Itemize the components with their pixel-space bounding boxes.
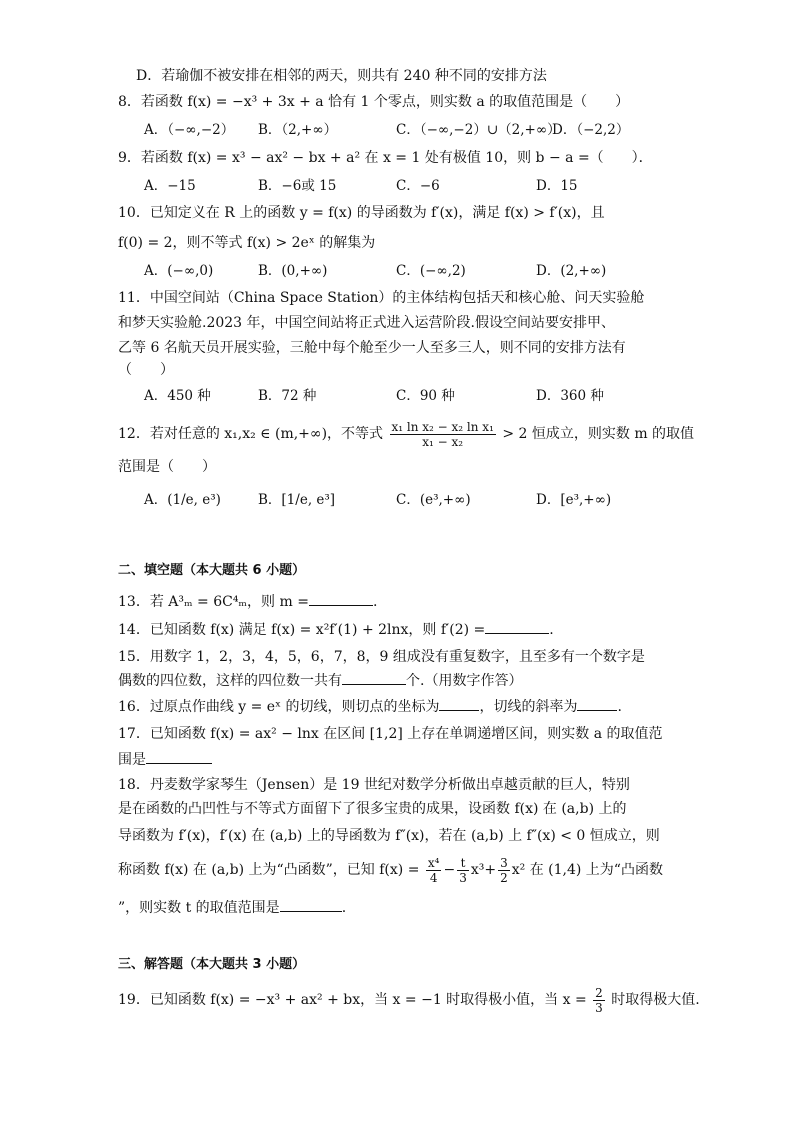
q9-option-b: B．−6或 15	[258, 178, 337, 194]
q18-frac-x4-over-4: $\frac{\text{x⁴}}{4}$	[427, 855, 440, 885]
q18-line5-text: ”，则实数 t 的取值范围是	[118, 900, 280, 916]
q18-frac-3-over-2: $\frac{3}{2}$	[500, 855, 508, 885]
q18-line3: 导函数为 f′(x)，f′(x) 在 (a,b) 上的导函数为 f″(x)，若在 (a,b) 上 f″(x) < 0 恒成立，则	[118, 828, 660, 844]
q11-option-b: B．72 种	[258, 388, 317, 404]
q13-stem: 13．若 A³ₘ = 6C⁴ₘ，则 m =	[118, 594, 309, 610]
q17-line2	[118, 749, 212, 770]
q16: 16．过原点作曲线 y = eˣ 的切线，则切点的坐标为 ，切线的斜率为 .	[118, 696, 622, 717]
q15-line2-part2: 个.（用数字作答）	[406, 673, 523, 689]
q19-fraction-denominator: 3	[595, 1000, 603, 1015]
q18-frac-t-over-3: $\frac{t}{3}$	[459, 855, 467, 885]
q18-line5: ”，则实数 t 的取值范围是 .	[118, 897, 346, 918]
q18-line4: 称函数 f(x) 在 (a,b) 上为“凸函数”，已知 f(x) = $\frac{\text{x⁴}}{4}$ − $\frac{t}{3}$ x³+ $\frac{3}{2}$ x² 在 (1,4) 上为“凸函数	[118, 855, 663, 885]
q7-option-d: D．若瑜伽不被安排在相邻的两天，则共有 240 种不同的安排方法	[136, 68, 547, 84]
q11-stem-line3: 乙等 6 名航天员开展实验，三舱中每个舱至少一人至多三人，则不同的安排方法有	[118, 340, 626, 356]
q12-stem-part1: 12．若对任意的 x₁,x₂ ∈ (m,+∞)，不等式	[118, 426, 384, 442]
section-answer-heading: 三、解答题（本大题共 3 小题）	[118, 957, 306, 972]
section-fill-in-heading: 二、填空题（本大题共 6 小题）	[118, 563, 306, 578]
q8-option-a: A．（−∞,−2）	[144, 122, 235, 138]
q14-answer-blank	[485, 619, 549, 634]
q15-line2	[118, 670, 522, 691]
q17-line1: 17．已知函数 f(x) = ax² − lnx 在区间 [1,2] 上存在单调递增区间，则实数 a 的取值范	[118, 726, 663, 742]
q18-answer-blank	[280, 897, 342, 912]
q18-line4-part1: 称函数 f(x) 在 (a,b) 上为“凸函数”，已知 f(x) =	[118, 862, 420, 878]
q9-stem: 9．若函数 f(x) = x³ − ax² − bx + a² 在 x = 1 处有极值 10，则 b − a =（ ）．	[118, 150, 653, 166]
q10-option-b: B．(0,+∞)	[258, 263, 328, 279]
q12-fraction-numerator: x₁ ln x₂ − x₂ ln x₁	[391, 419, 494, 434]
q10-stem-line2: f(0) = 2，则不等式 f(x) > 2eˣ 的解集为	[118, 235, 376, 251]
q9-option-d: D．15	[536, 178, 578, 194]
q14-stem: 14．已知函数 f(x) 满足 f(x) = x²f′(1) + 2lnx，则 f′(2) =	[118, 622, 486, 638]
q11-stem-line1: 11．中国空间站（China Space Station）的主体结构包括天和核心舱、问天实验舱	[118, 290, 645, 306]
q13-answer-blank	[309, 591, 373, 606]
q16-part1: 16．过原点作曲线 y = eˣ 的切线，则切点的坐标为	[118, 699, 440, 715]
q12-option-a: A．(1/e, e³)	[144, 492, 221, 508]
q12-fraction	[390, 420, 496, 449]
q19-part2: 时取得极大值.	[611, 992, 700, 1008]
q18-line2: 是在函数的凸凹性与不等式方面留下了很多宝贵的成果，设函数 f(x) 在 (a,b) 上的	[118, 801, 627, 817]
q8-option-b: B．（2,+∞）	[258, 122, 338, 138]
q12-stem-line1	[118, 418, 694, 450]
q12-stem-part2: > 2 恒成立，则实数 m 的取值	[502, 426, 695, 442]
q12-stem-line2: 范围是（ ）	[118, 459, 216, 475]
q12-option-c: C．(e³,+∞)	[396, 492, 471, 508]
q10-option-c: C．(−∞,2)	[396, 263, 466, 279]
q19-fraction-numerator: 2	[595, 985, 603, 1000]
q12-option-d: D．[e³,+∞)	[536, 492, 612, 508]
q15-line2-part1: 偶数的四位数，这样的四位数一共有	[118, 673, 342, 689]
q19	[118, 984, 700, 1016]
q8-option-d: D．（−2,2）	[552, 122, 630, 138]
q10-option-d: D．(2,+∞)	[536, 263, 607, 279]
q19-part1: 19．已知函数 f(x) = −x³ + ax² + bx，当 x = −1 时取得极小值，当 x =	[118, 992, 587, 1008]
q8-stem: 8．若函数 f(x) = −x³ + 3x + a 恰有 1 个零点，则实数 a 的取值范围是（ ）	[118, 94, 630, 110]
q11-option-c: C．90 种	[396, 388, 455, 404]
q19-fraction	[593, 986, 605, 1015]
q12-option-b: B．[1/e, e³]	[258, 492, 336, 508]
q16-answer-blank-1	[439, 696, 479, 711]
q18-line1: 18．丹麦数学家琴生（Jensen）是 19 世纪对数学分析做出卓越贡献的巨人，特别	[118, 777, 630, 793]
q16-part2: ，切线的斜率为	[479, 699, 578, 715]
q11-option-a: A．450 种	[144, 388, 211, 404]
q12-fraction-denominator: x₁ − x₂	[422, 434, 464, 449]
q17-line2-text: 围是	[118, 752, 146, 768]
q9-option-c: C．−6	[396, 178, 440, 194]
q14: 14．已知函数 f(x) 满足 f(x) = x²f′(1) + 2lnx，则 f′(2) = .	[118, 619, 554, 640]
q11-stem-line2: 和梦天实验舱.2023 年，中国空间站将正式进入运营阶段.假设空间站要安排甲、	[118, 315, 615, 331]
q9-option-a: A．−15	[144, 178, 196, 194]
q15-answer-blank	[342, 670, 406, 685]
q15-line1: 15．用数字 1，2，3，4，5，6，7，8，9 组成没有重复数字，且至多有一个数字是	[118, 649, 645, 665]
q16-answer-blank-2	[577, 696, 617, 711]
q10-stem-line1: 10．已知定义在 R 上的函数 y = f(x) 的导函数为 f′(x)，满足 f(x) > f′(x)，且	[118, 205, 605, 221]
q13: 13．若 A³ₘ = 6C⁴ₘ，则 m = .	[118, 591, 377, 612]
q11-stem-line4: （ ）	[118, 362, 174, 378]
q10-option-a: A．(−∞,0)	[144, 263, 214, 279]
q17-answer-blank	[146, 749, 212, 764]
q11-option-d: D．360 种	[536, 388, 604, 404]
q18-line4-part2: 在 (1,4) 上为“凸函数	[529, 862, 663, 878]
q8-option-c: C．（−∞,−2）∪（2,+∞）	[396, 122, 561, 138]
